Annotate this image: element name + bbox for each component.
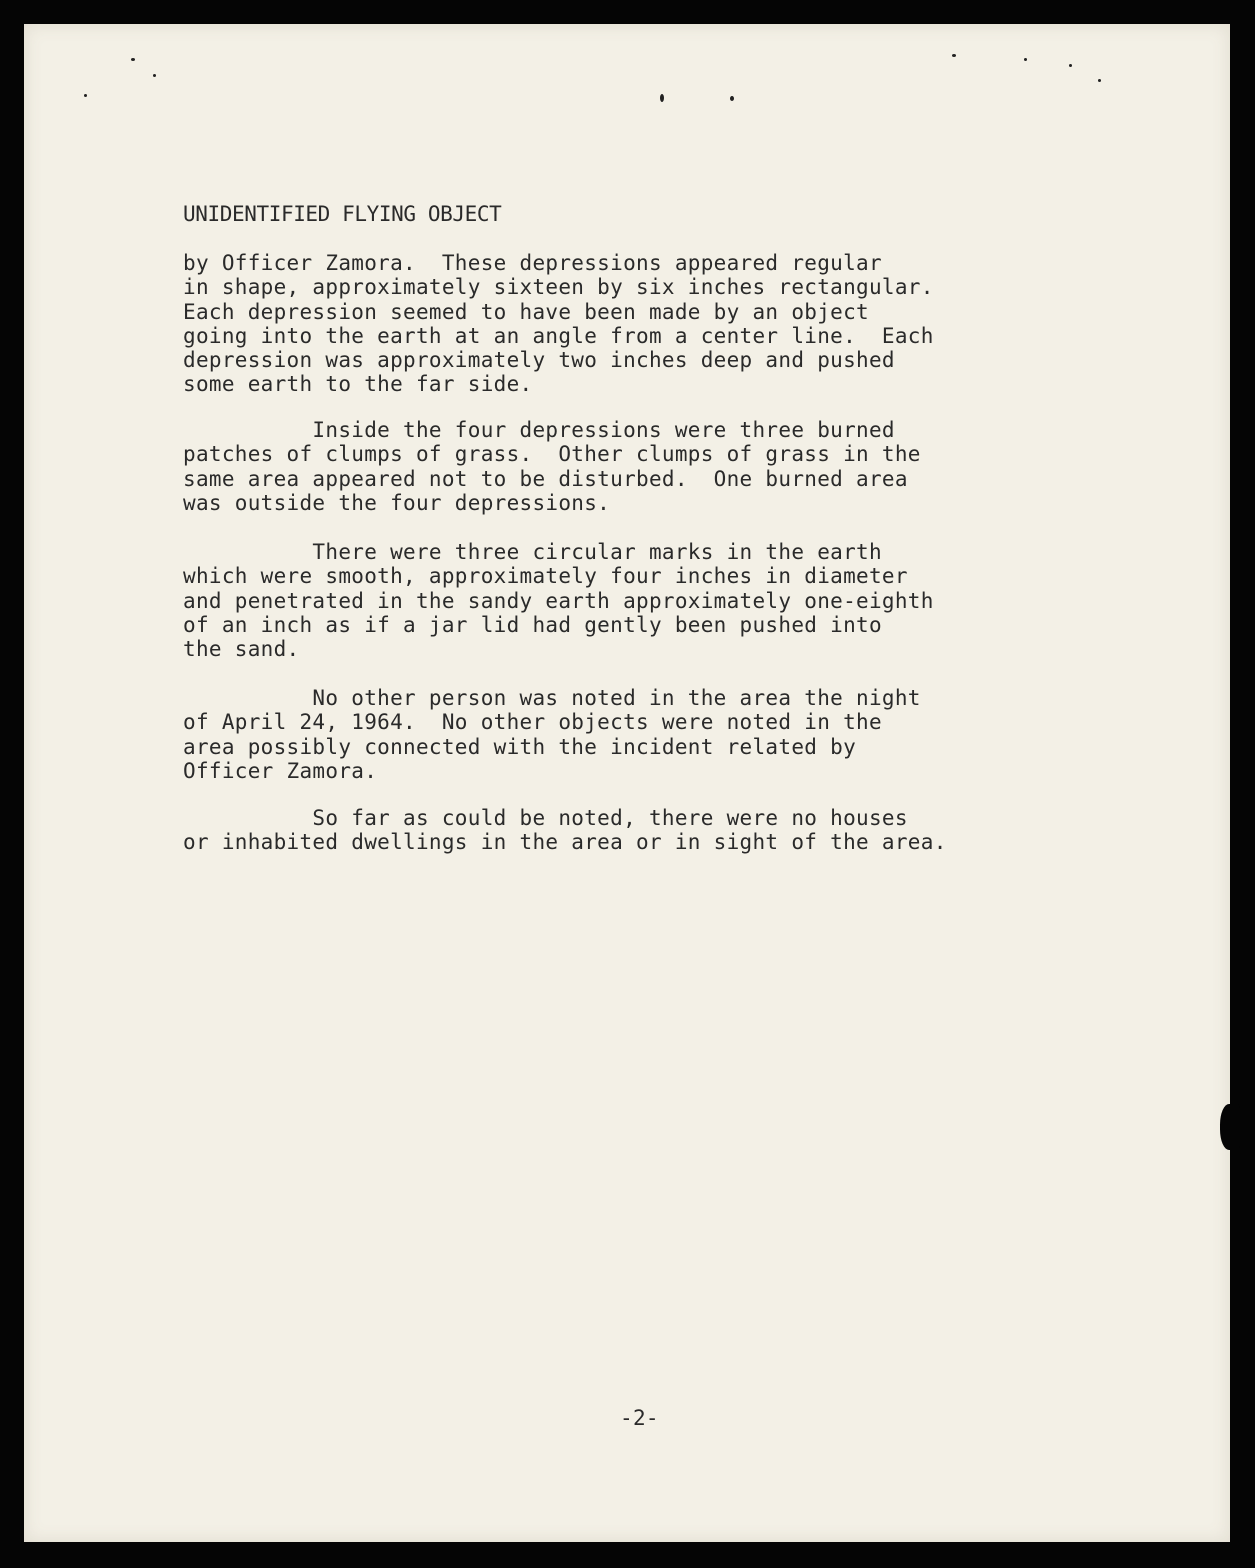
paragraph-burned-patches: Inside the four depressions were three burned patches of clumps of grass. Other clumps of grass in the same area appeared not to be disturbed. One burned area was outside the four depressions. — [183, 418, 921, 515]
paragraph-depressions: by Officer Zamora. These depressions appeared regular in shape, approximately sixteen by six inches rectangular. Each depression seemed to have been made by an object going into the earth at an angle from a center line. Each depression was approximately two inches deep and pushed some earth to the far side. — [183, 251, 934, 397]
ink-speck — [153, 74, 156, 77]
ink-speck — [1069, 64, 1072, 67]
ink-speck — [952, 54, 956, 57]
paragraph-circular-marks: There were three circular marks in the earth which were smooth, approximately four inches in diameter and penetrated in the sandy earth approximately one-eighth of an inch as if a jar lid had gently been pushed into the sand. — [183, 540, 934, 662]
ink-speck — [730, 96, 734, 101]
ink-speck — [131, 58, 135, 61]
ink-speck — [1024, 58, 1027, 61]
binder-notch — [1220, 1104, 1240, 1150]
ink-speck — [660, 94, 664, 102]
paragraph-no-houses: So far as could be noted, there were no houses or inhabited dwellings in the area or in sight of the area. — [183, 806, 947, 855]
document-page — [24, 24, 1230, 1542]
ink-speck — [84, 94, 87, 97]
page-number: -2- — [620, 1406, 659, 1430]
ink-speck — [1098, 79, 1101, 82]
document-heading: UNIDENTIFIED FLYING OBJECT — [183, 202, 502, 226]
paragraph-no-other-person: No other person was noted in the area the night of April 24, 1964. No other objects were noted in the area possibly connected with the incident related by Officer Zamora. — [183, 686, 921, 783]
